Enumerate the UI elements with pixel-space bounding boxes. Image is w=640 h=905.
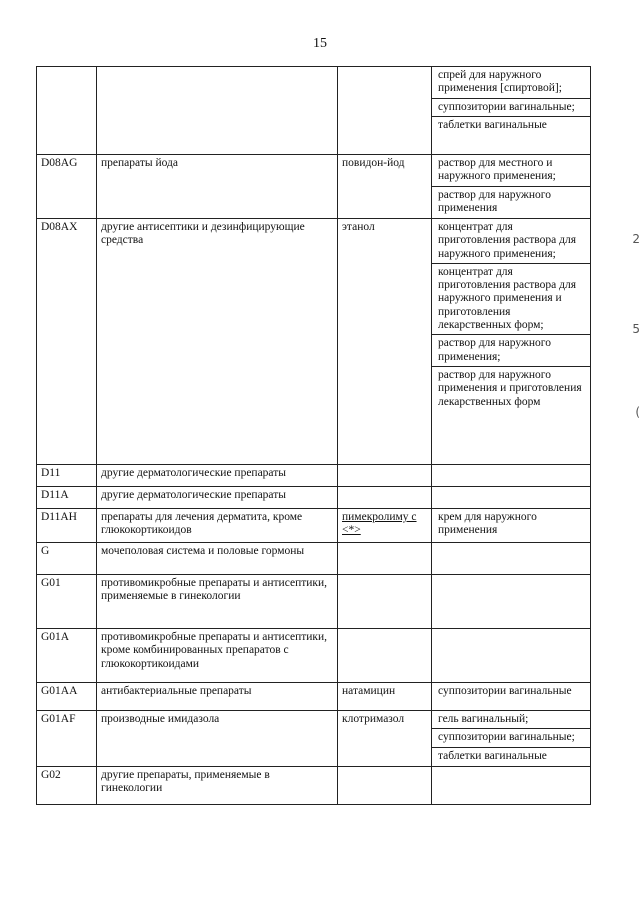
page-number: 15 bbox=[313, 36, 327, 51]
drug-name-cell bbox=[338, 155, 432, 219]
drug-name-cell bbox=[338, 629, 432, 683]
drug-name: натамицин bbox=[342, 685, 396, 697]
dosage-form-item: раствор для наружного применения bbox=[432, 186, 590, 218]
atc-code-cell: G01AF bbox=[37, 711, 97, 767]
dosage-forms-cell bbox=[432, 629, 591, 683]
dosage-forms-cell bbox=[432, 683, 591, 711]
table-row bbox=[37, 155, 591, 219]
drug-name-cell bbox=[338, 543, 432, 575]
dosage-forms-cell bbox=[432, 767, 591, 805]
anatomical-group-cell: производные имидазола bbox=[97, 711, 338, 767]
dosage-form-item: суппозитории вагинальные; bbox=[432, 728, 590, 746]
dosage-form-item bbox=[432, 767, 590, 771]
atc-code-cell: G01 bbox=[37, 575, 97, 629]
edge-artifact: 2 bbox=[632, 232, 640, 246]
dosage-form-item: спрей для наружного применения [спиртовой]; bbox=[438, 69, 562, 95]
drug-name-cell bbox=[338, 767, 432, 805]
table-row bbox=[37, 219, 591, 465]
anatomical-group-cell: мочеполовая система и половые гормоны bbox=[97, 543, 338, 575]
drug-name: повидон-йод bbox=[342, 157, 405, 169]
table-row bbox=[37, 465, 591, 487]
dosage-forms-cell bbox=[432, 219, 591, 465]
anatomical-group-cell: препараты йода bbox=[97, 155, 338, 219]
drug-name: клотримазол bbox=[342, 713, 405, 725]
edge-artifact: 5 bbox=[632, 322, 640, 336]
atc-code-cell: G01A bbox=[37, 629, 97, 683]
table-row bbox=[37, 767, 591, 805]
table-row bbox=[37, 67, 591, 155]
table-row bbox=[37, 683, 591, 711]
dosage-forms-cell bbox=[432, 543, 591, 575]
dosage-form-item bbox=[432, 487, 590, 491]
table-row bbox=[37, 487, 591, 509]
drug-name-cell bbox=[338, 67, 432, 155]
table-row bbox=[37, 711, 591, 767]
medication-table bbox=[36, 66, 591, 805]
drug-name-cell bbox=[338, 465, 432, 487]
dosage-form-item: раствор для наружного применения; bbox=[432, 334, 590, 366]
drug-name-cell bbox=[338, 683, 432, 711]
dosage-forms-cell bbox=[432, 711, 591, 767]
dosage-forms-cell bbox=[432, 487, 591, 509]
table-body bbox=[37, 67, 591, 805]
drug-name: этанол bbox=[342, 221, 375, 233]
dosage-forms-cell bbox=[432, 575, 591, 629]
atc-code-cell: G bbox=[37, 543, 97, 575]
dosage-form-item: крем для наружного применения bbox=[438, 511, 537, 537]
anatomical-group-cell: другие дерматологические препараты bbox=[97, 465, 338, 487]
atc-code-cell bbox=[37, 67, 97, 155]
table-row bbox=[37, 509, 591, 543]
dosage-form-item: раствор для наружного применения и приготовления лекарственных форм bbox=[432, 366, 590, 411]
dosage-form-item: гель вагинальный; bbox=[438, 713, 529, 725]
atc-code-cell: D11A bbox=[37, 487, 97, 509]
edge-artifact: ( bbox=[635, 405, 640, 419]
anatomical-group-cell: противомикробные препараты и антисептики, кроме комбинированных препаратов с глюкокортикоидами bbox=[97, 629, 338, 683]
dosage-forms-cell bbox=[432, 67, 591, 155]
drug-name-link[interactable]: пимекролиму с <*> bbox=[342, 511, 417, 537]
dosage-form-item bbox=[432, 629, 590, 633]
anatomical-group-cell: другие дерматологические препараты bbox=[97, 487, 338, 509]
atc-code-cell: D11AH bbox=[37, 509, 97, 543]
drug-name-cell bbox=[338, 711, 432, 767]
dosage-form-item: таблетки вагинальные bbox=[432, 116, 590, 134]
dosage-form-item bbox=[432, 575, 590, 579]
dosage-form-item: концентрат для приготовления раствора для наружного применения и приготовления лекарственных форм; bbox=[432, 263, 590, 334]
anatomical-group-cell: другие препараты, применяемые в гинекологии bbox=[97, 767, 338, 805]
drug-name-cell bbox=[338, 575, 432, 629]
dosage-form-item bbox=[432, 465, 590, 469]
dosage-form-item: суппозитории вагинальные; bbox=[432, 98, 590, 116]
anatomical-group-cell: препараты для лечения дерматита, кроме глюкокортикоидов bbox=[97, 509, 338, 543]
dosage-form-item: раствор для местного и наружного применения; bbox=[438, 157, 556, 183]
drug-name-cell bbox=[338, 487, 432, 509]
anatomical-group-cell: другие антисептики и дезинфицирующие средства bbox=[97, 219, 338, 465]
drug-name-cell bbox=[338, 219, 432, 465]
anatomical-group-cell bbox=[97, 67, 338, 155]
table-row bbox=[37, 575, 591, 629]
dosage-forms-cell bbox=[432, 509, 591, 543]
dosage-form-item: суппозитории вагинальные bbox=[438, 685, 572, 697]
atc-code-cell: D11 bbox=[37, 465, 97, 487]
anatomical-group-cell: антибактериальные препараты bbox=[97, 683, 338, 711]
atc-code-cell: G02 bbox=[37, 767, 97, 805]
atc-code-cell: D08AG bbox=[37, 155, 97, 219]
dosage-form-item bbox=[432, 543, 590, 547]
atc-code-cell: D08AX bbox=[37, 219, 97, 465]
dosage-form-item: концентрат для приготовления раствора для наружного применения; bbox=[438, 221, 576, 260]
dosage-form-item: таблетки вагинальные bbox=[432, 747, 590, 765]
atc-code-cell: G01AA bbox=[37, 683, 97, 711]
table-row bbox=[37, 629, 591, 683]
anatomical-group-cell: противомикробные препараты и антисептики, применяемые в гинекологии bbox=[97, 575, 338, 629]
dosage-forms-cell bbox=[432, 465, 591, 487]
table-row bbox=[37, 543, 591, 575]
drug-name-cell bbox=[338, 509, 432, 543]
dosage-forms-cell bbox=[432, 155, 591, 219]
